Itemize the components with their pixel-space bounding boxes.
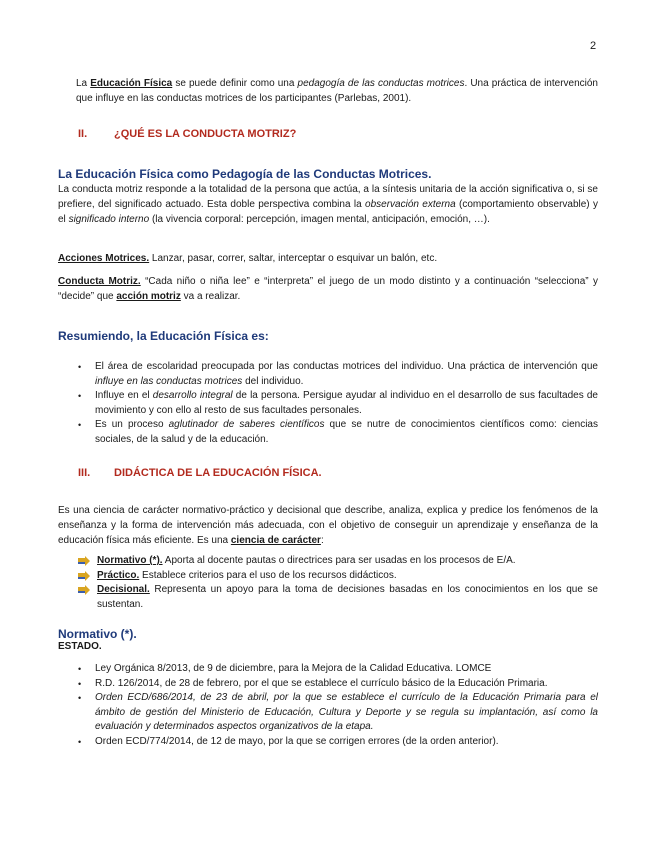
subheading-pedagogia: La Educación Física como Pedagogía de las Conductas Motrices. [58,167,432,181]
conducta-motriz-paragraph: La conducta motriz responde a la totalidad de la persona que actúa, a la síntesis unitaria de la acción significativa o, si se prefiere, del significado actuado. Esta doble perspectiva combina la observación externa (comportamiento observable) y el significado interno (la vivencia corporal: percepción, imagen mental, anticipación, emoción, …). [58,184,598,225]
arrow-bullet-icon [78,556,90,566]
estado-label: ESTADO. [58,641,102,652]
section-heading-3: III. DIDÁCTICA DE LA EDUCACIÓN FÍSICA. [78,467,322,479]
arrow-bullet-icon [78,585,90,595]
acciones-motrices-paragraph: Acciones Motrices. Lanzar, pasar, correr, saltar, interceptar o esquivar un balón, etc. [58,253,438,264]
list-item: • Influye en el desarrollo integral de la persona. Persigue ayudar al individuo en el desarrollo de sus facultades de movimiento y con ello al resto de sus facultades personales. [78,389,598,418]
normativo-list [78,662,598,749]
subheading-resumiendo: Resumiendo, la Educación Física es: [58,329,269,343]
list-item: • Es un proceso aglutinador de saberes científicos que se nutre de conocimientos científicos como: ciencias sociales, de la salud y de la educación. [78,418,598,447]
page-number: 2 [590,40,597,52]
list-item: • Ley Orgánica 8/2013, de 9 de diciembre, para la Mejora de la Calidad Educativa. LOMCE [78,662,598,677]
list-item: • Orden ECD/686/2014, de 23 de abril, por la que se establece el currículo de la Educación Primaria para el ámbito de gestión del Ministerio de Educación, Cultura y Deporte y se regula su implantación, así como la evaluación y determinados aspectos organizativos de la etapa. [78,691,598,735]
list-item: • El área de escolaridad preocupada por las conductas motrices del individuo. Una práctica de intervención que influye en las conductas motrices del individuo. [78,360,598,389]
didactica-paragraph: Es una ciencia de carácter normativo-práctico y decisional que describe, analiza, explica y predice los fenómenos de la enseñanza y la forma de intervención más adecuada, con el objetivo de conseguir un aprendizaje y enseñanza de la educación física más eficiente. Es una ciencia de carácter: [58,505,598,546]
arrow-bullet-icon [78,571,90,581]
list-item: Práctico. Establece criterios para el uso de los recursos didácticos. [78,569,598,584]
list-item: Normativo (*). Aporta al docente pautas o directrices para ser usadas en los procesos de E/A. [78,554,598,569]
list-item: • Orden ECD/774/2014, de 12 de mayo, por la que se corrigen errores (de la orden anterior). [78,735,598,750]
intro-paragraph: La Educación Física se puede definir como una pedagogía de las conductas motrices. Una práctica de intervención que influye en las conductas motrices de los participantes (Parlebas, 2001). [76,78,598,104]
conducta-motriz-definition: Conducta Motriz. “Cada niño o niña lee” e “interpreta” el juego de un modo distinto y a continuación “selecciona” y “decide” que acción motriz va a realizar. [58,276,598,302]
list-item: Decisional. Representa un apoyo para la toma de decisiones basadas en los conocimientos en los que se sustentan. [78,583,598,612]
section-heading-2: II. ¿QUÉ ES LA CONDUCTA MOTRIZ? [78,128,297,140]
caracter-list [78,554,598,612]
subheading-normativo: Normativo (*). [58,627,137,641]
term-educacion-fisica: Educación Física [90,78,173,89]
resumen-list [78,360,598,447]
list-item: • R.D. 126/2014, de 28 de febrero, por el que se establece el currículo básico de la Educación Primaria. [78,677,598,692]
